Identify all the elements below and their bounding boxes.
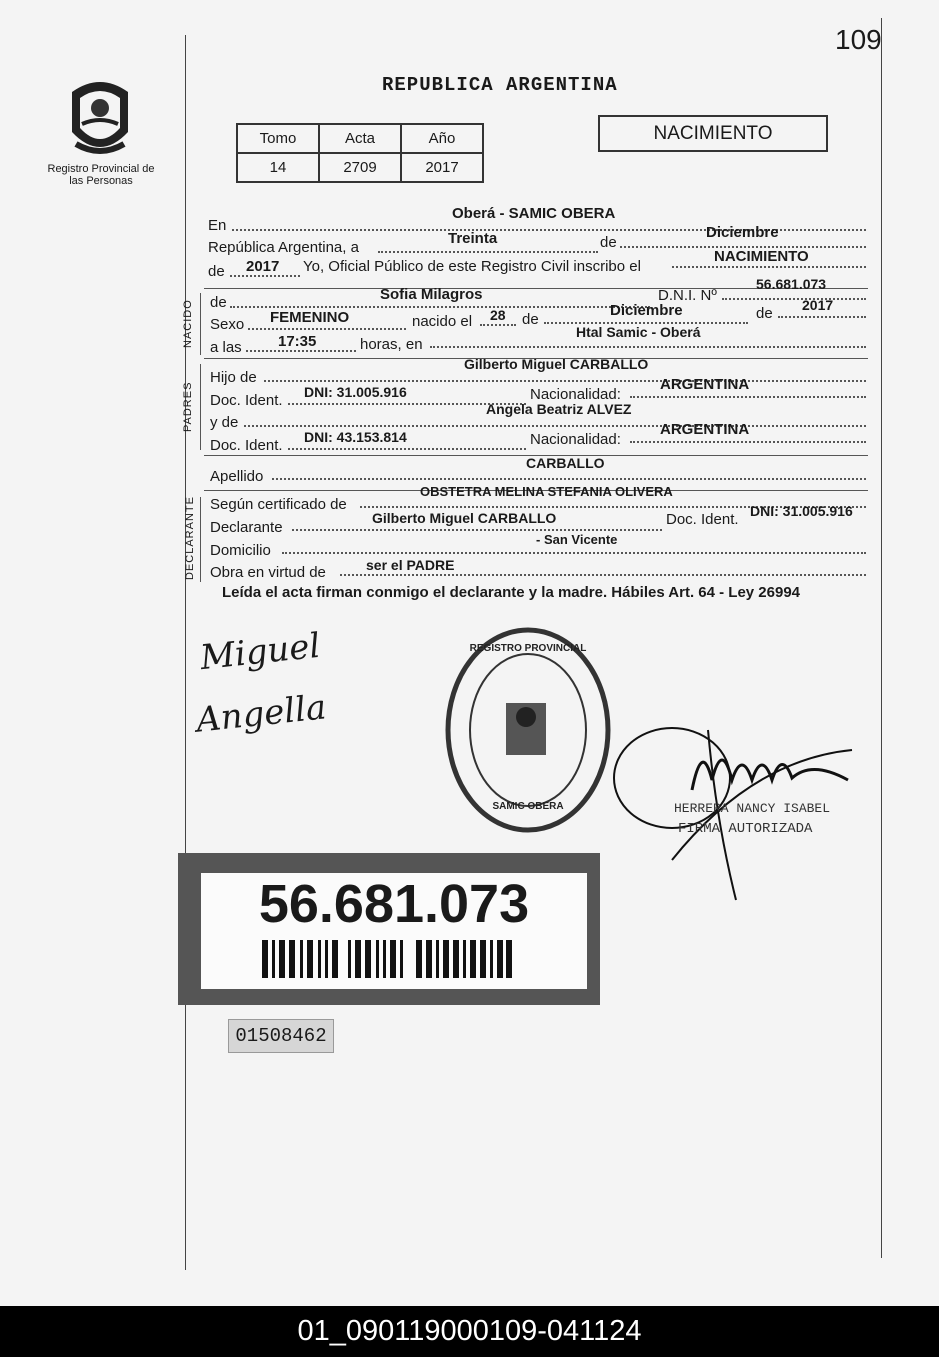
section-sidebar <box>200 293 201 355</box>
birth-year-value: 2017 <box>802 297 834 313</box>
dotted-line <box>778 316 866 318</box>
dotted-line <box>340 574 866 576</box>
tomo-header: Tomo <box>237 124 319 153</box>
domicilio-value: - San Vicente <box>536 532 618 547</box>
sexo-label: Sexo <box>210 316 245 333</box>
svg-text:FIRMA AUTORIZADA: FIRMA AUTORIZADA <box>678 821 813 837</box>
page-number: 109 <box>835 24 882 55</box>
obra-value: ser el PADRE <box>366 557 455 573</box>
serial-stamp: 01508462 <box>228 1019 334 1053</box>
republica-label: República Argentina, a <box>208 239 359 256</box>
horas-label: horas, en <box>360 336 423 353</box>
mother-nationality-label: Nacionalidad: <box>530 431 621 448</box>
birth-month-value: Diciembre <box>610 302 683 319</box>
mother-doc-label: Doc. Ident. <box>210 437 283 454</box>
sexo-value: FEMENINO <box>270 309 350 326</box>
father-signature: Miguel <box>198 625 323 679</box>
de-label: de <box>600 234 617 251</box>
declarante-doc-label: Doc. Ident. <box>666 511 739 528</box>
child-dni-value: 56.681.073 <box>756 276 827 292</box>
father-doc-value: DNI: 31.005.916 <box>304 384 407 400</box>
mother-doc-value: DNI: 43.153.814 <box>304 429 407 445</box>
en-label: En <box>208 217 227 234</box>
dotted-line <box>248 328 406 330</box>
father-name-value: Gilberto Miguel CARBALLO <box>464 356 649 372</box>
birth-place-value: Htal Samic - Oberá <box>576 324 701 340</box>
declarante-name-value: Gilberto Miguel CARBALLO <box>372 510 557 526</box>
dotted-line <box>630 441 866 443</box>
certificado-value: OBSTETRA MELINA STEFANIA OLIVERA <box>420 484 673 499</box>
dotted-line <box>630 396 866 398</box>
registry-table <box>236 123 484 183</box>
dotted-line <box>480 324 516 326</box>
dotted-line <box>288 448 526 450</box>
a-las-label: a las <box>210 339 242 356</box>
barcode <box>262 940 512 978</box>
right-margin-line <box>881 18 882 1258</box>
closing-note: Leída el acta firman conmigo el declarante y la madre. Hábiles Art. 64 - Ley 26994 <box>222 584 801 601</box>
anio-header: Año <box>401 124 483 153</box>
child-name-value: Sofia Milagros <box>380 286 483 303</box>
country-title: REPUBLICA ARGENTINA <box>382 74 618 96</box>
dotted-line <box>282 552 866 554</box>
dni-label: D.N.I. Nº <box>658 287 717 304</box>
act-type-box: NACIMIENTO <box>598 115 828 152</box>
padres-label: PADRES <box>182 381 194 432</box>
official-signature <box>612 720 860 910</box>
father-nationality-value: ARGENTINA <box>660 376 750 393</box>
de-label: de <box>522 311 539 328</box>
mother-signature: Angella <box>194 687 329 741</box>
declarante-doc-value: DNI: 31.005.916 <box>750 503 853 519</box>
svg-text:HERRERA NANCY ISABEL: HERRERA NANCY ISABEL <box>674 801 831 816</box>
acta-header: Acta <box>319 124 401 153</box>
mother-name-value: Angela Beatriz ALVEZ <box>486 401 632 417</box>
de-label: de <box>756 305 773 322</box>
dotted-line <box>230 306 650 308</box>
birth-time-value: 17:35 <box>278 333 317 350</box>
de-year-label: de <box>208 263 225 280</box>
dotted-line <box>378 251 598 253</box>
svg-text:REGISTRO PROVINCIAL: REGISTRO PROVINCIAL <box>469 643 587 654</box>
section-sidebar <box>200 364 201 450</box>
dotted-line <box>244 425 866 427</box>
act-type-value: NACIMIENTO <box>714 248 809 265</box>
dotted-line <box>292 529 662 531</box>
declarante-label: DECLARANTE <box>184 496 196 580</box>
apellido-label: Apellido <box>210 468 264 485</box>
declarante-name-label: Declarante <box>210 519 283 536</box>
section-sidebar <box>200 497 201 582</box>
registry-seal <box>444 625 612 835</box>
registry-caption: Registro Provincial de las Personas <box>47 163 155 187</box>
dotted-line <box>722 298 866 300</box>
provincial-crest-logo <box>62 72 138 162</box>
nacido-de-label: de <box>210 294 227 311</box>
mother-nationality-value: ARGENTINA <box>660 421 750 438</box>
domicilio-label: Domicilio <box>210 542 271 559</box>
father-nationality-label: Nacionalidad: <box>530 386 621 403</box>
dotted-line <box>272 478 866 480</box>
obra-label: Obra en virtud de <box>210 564 326 581</box>
dotted-line <box>430 346 866 348</box>
official-text: Yo, Oficial Público de este Registro Civil inscribo el <box>303 258 641 275</box>
day-word-value: Treinta <box>448 230 498 247</box>
left-margin-line <box>185 35 186 1270</box>
month-value: Diciembre <box>706 224 779 241</box>
place-value: Oberá - SAMIC OBERA <box>452 205 616 222</box>
hijo-de-label: Hijo de <box>210 369 257 386</box>
nacido-el-label: nacido el <box>412 313 473 330</box>
dotted-line <box>230 275 300 277</box>
acta-value: 2709 <box>319 153 401 182</box>
birth-day-value: 28 <box>490 307 506 323</box>
father-doc-label: Doc. Ident. <box>210 392 283 409</box>
dotted-line <box>672 266 866 268</box>
certificado-label: Según certificado de <box>210 496 347 513</box>
y-de-label: y de <box>210 414 239 431</box>
nacido-label: NACIDO <box>182 299 194 348</box>
scan-footer-code: 01_090119000109-041124 <box>0 1306 939 1357</box>
dotted-line <box>264 380 866 382</box>
dotted-line <box>246 350 356 352</box>
apellido-value: CARBALLO <box>526 455 605 471</box>
svg-text:SAMIC OBERA: SAMIC OBERA <box>492 801 564 812</box>
year-value: 2017 <box>246 258 280 275</box>
tomo-value: 14 <box>237 153 319 182</box>
anio-value: 2017 <box>401 153 483 182</box>
dni-label-number: 56.681.073 <box>258 874 530 934</box>
